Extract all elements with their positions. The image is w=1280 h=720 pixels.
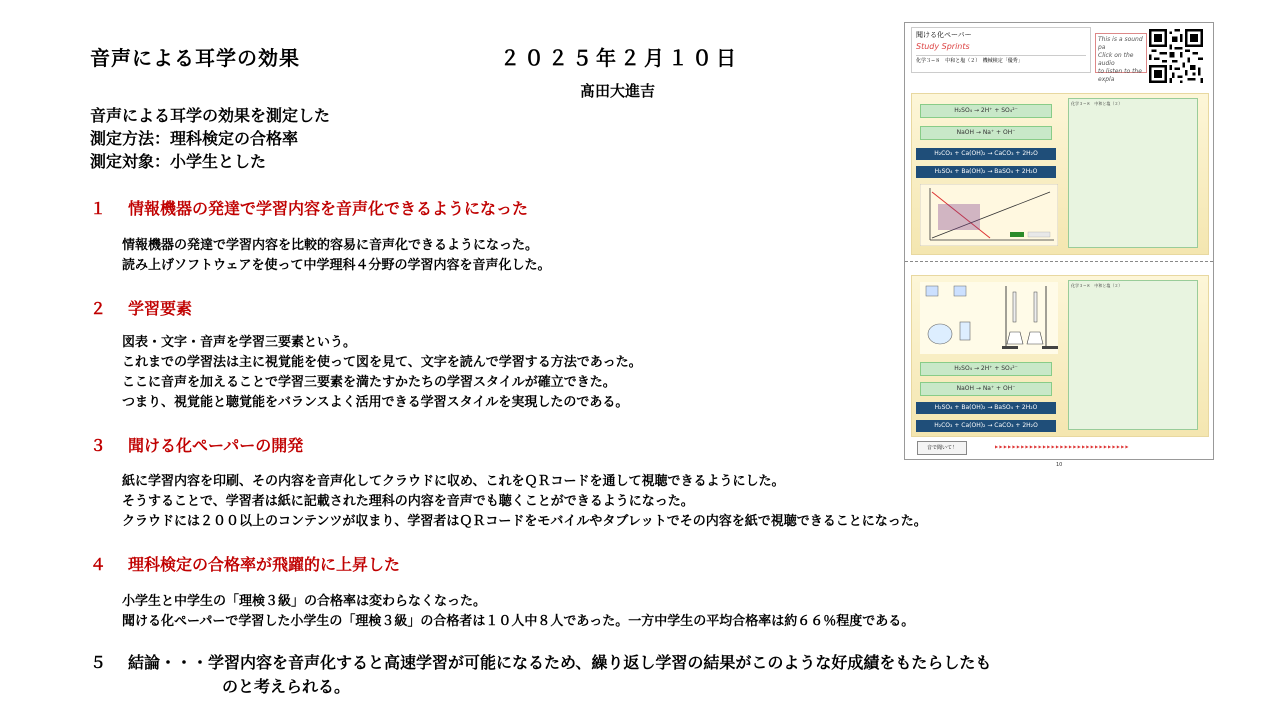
body-line: ここに音声を加えることで学習三要素を満たすかたちの学習スタイルが確立できた。	[122, 375, 616, 390]
equation-bar: H₂CO₃ + Ca(OH)₂ → CaCO₃ + 2H₂O	[916, 148, 1056, 160]
thumbnail-header	[911, 27, 1091, 73]
body-line: つまり、視覚能と聴覚能をバランスよく活用できる学習スタイルを実現したのである。	[122, 395, 629, 410]
body-line: 聞ける化ペーパーで学習した小学生の「理検３級」の合格者は１０人中８人であった。一方中学生の平均合格率は約６６％程度である。	[122, 614, 915, 629]
aside-line: This is a sound pa	[1098, 36, 1143, 51]
conclusion	[90, 651, 991, 699]
section-3-body	[122, 472, 927, 532]
qr-code-icon[interactable]	[1149, 29, 1203, 83]
paper-thumbnail	[904, 22, 1214, 460]
section-number: ２	[90, 299, 107, 318]
section-number: ４	[90, 555, 107, 574]
lab-apparatus-icon	[920, 282, 1058, 354]
section-3-heading	[90, 433, 303, 456]
equation-bar: H₂CO₃ + Ca(OH)₂ → CaCO₃ + 2H₂O	[916, 420, 1056, 432]
page-number: 10	[1056, 462, 1063, 468]
thumbnail-aside	[1095, 33, 1147, 83]
section-heading-text: 理科検定の合格率が飛躍的に上昇した	[128, 555, 401, 574]
section-2-heading	[90, 296, 192, 319]
divider	[905, 261, 1213, 262]
section-heading-text: 聞ける化ペーパーの開発	[128, 436, 304, 455]
neutralization-graph-icon	[920, 184, 1058, 246]
section-2-body	[122, 333, 642, 413]
listen-button[interactable]: 音で聞いて！	[917, 441, 967, 455]
conclusion-line-2: のと考えられる。	[222, 677, 351, 696]
body-line: 図表・文字・音声を学習三要素という。	[122, 335, 357, 350]
thumbnail-panel-2	[911, 275, 1209, 437]
aside-line: Click on the audio	[1098, 52, 1134, 67]
body-line: 読み上げソフトウェアを使って中学理科４分野の学習内容を音声化した。	[122, 258, 551, 273]
text-column-title: 化学３−８ 中和と塩（２）	[1071, 283, 1123, 288]
thumbnail-title: 聞ける化ペーパー	[916, 31, 972, 39]
section-4-heading	[90, 552, 400, 575]
intro-line: 測定方法：理科検定の合格率	[90, 129, 299, 148]
aside-line: to listen to the expla	[1098, 68, 1142, 83]
body-line: 紙に学習内容を印刷、その内容を音声化してクラウドに収め、これをＱＲコードを通して視聴できるようにした。	[122, 474, 785, 489]
equation-bar: H₂SO₄ → 2H⁺ + SO₄²⁻	[920, 104, 1052, 118]
section-number: ３	[90, 436, 107, 455]
conclusion-line-1	[90, 651, 991, 675]
section-number: １	[90, 199, 107, 218]
thumbnail-text-column	[1068, 280, 1198, 430]
section-number: ５	[90, 653, 107, 672]
thumbnail-subtitle: Study Sprints	[916, 42, 970, 51]
section-heading-text: 情報機器の発達で学習内容を音声化できるようになった	[128, 199, 529, 218]
thumbnail-panel-1	[911, 93, 1209, 255]
body-line: クラウドには２００以上のコンテンツが収まり、学習者はＱＲコードをモバイルやタブレットでその内容を紙で視聴できることになった。	[122, 514, 927, 529]
equation-bar: H₂SO₄ + Ba(OH)₂ → BaSO₄ + 2H₂O	[916, 402, 1056, 414]
page-title: 音声による耳学の効果	[90, 46, 300, 70]
equation-bar: H₂SO₄ + Ba(OH)₂ → BaSO₄ + 2H₂O	[916, 166, 1056, 178]
thumbnail-text-column	[1068, 98, 1198, 248]
body-line: 小学生と中学生の「理検３級」の合格率は変わらなくなった。	[122, 594, 487, 609]
conclusion-text: 結論・・・学習内容を音声化すると高速学習が可能になるため、繰り返し学習の結果がこのような好成績をもたらしたも	[128, 653, 992, 672]
intro-line: 音声による耳学の効果を測定した	[90, 106, 331, 125]
author-name: 髙田大進吉	[580, 82, 656, 100]
intro-block	[90, 104, 330, 173]
section-heading-text: 学習要素	[128, 299, 193, 318]
thumbnail-footer-note: ▶ ▶ ▶ ▶ ▶ ▶ ▶ ▶ ▶ ▶ ▶ ▶ ▶ ▶ ▶ ▶ ▶ ▶ ▶ ▶ ▶ ▶ ▶ ▶ ▶ ▶ ▶ ▶ ▶ ▶ ▶	[995, 444, 1129, 449]
section-1-heading	[90, 196, 528, 219]
body-line: 情報機器の発達で学習内容を比較的容易に音声化できるようになった。	[122, 238, 539, 253]
thumbnail-row: 化学３−８ 中和と塩（２） 機械検定「優秀」	[916, 55, 1086, 67]
body-line: これまでの学習法は主に視覚能を使って図を見て、文字を読んで学習する方法であった。	[122, 355, 642, 370]
equation-bar: NaOH → Na⁺ + OH⁻	[920, 382, 1052, 396]
text-column-title: 化学３−８ 中和と塩（２）	[1071, 101, 1123, 106]
section-1-body	[122, 236, 550, 276]
body-line: そうすることで、学習者は紙に記載された理科の内容を音声でも聴くことができるようになった。	[122, 494, 694, 509]
equation-bar: NaOH → Na⁺ + OH⁻	[920, 126, 1052, 140]
section-4-body	[122, 592, 914, 632]
equation-bar: H₂SO₄ → 2H⁺ + SO₄²⁻	[920, 362, 1052, 376]
page-date: ２０２５年２月１０日	[500, 46, 740, 70]
intro-line: 測定対象：小学生とした	[90, 152, 267, 171]
